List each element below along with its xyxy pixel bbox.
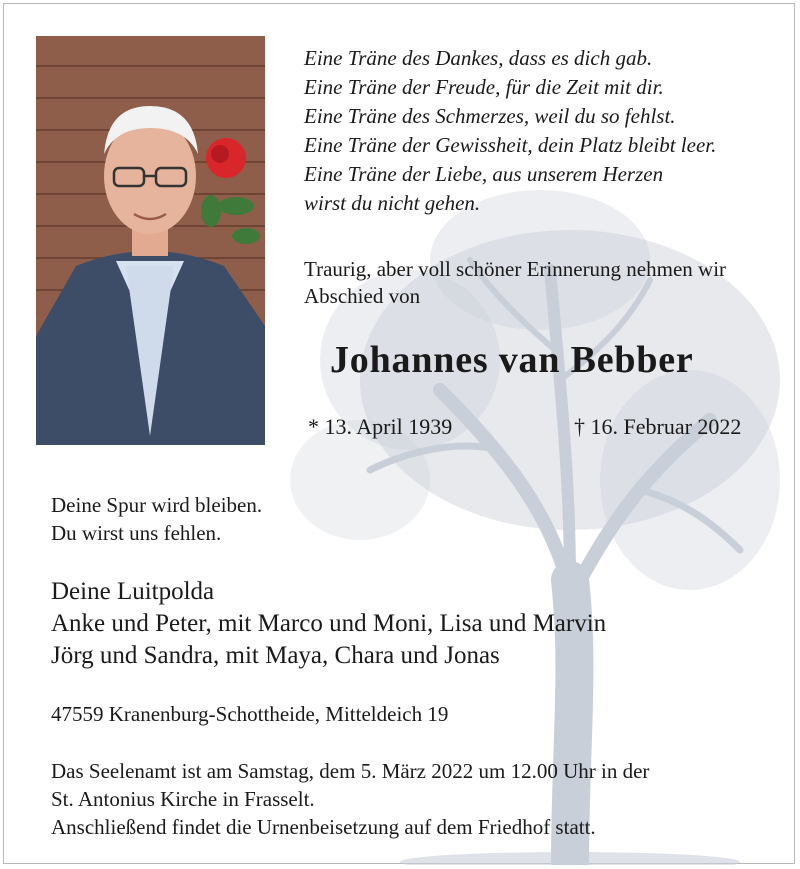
family-member: Jörg und Sandra, mit Maya, Chara und Jonas	[51, 642, 500, 669]
service-line: St. Antonius Kirche in Frasselt.	[51, 787, 315, 811]
birth-date: * 13. April 1939	[308, 414, 453, 439]
poem-line: Eine Träne des Dankes, dass es dich gab.	[304, 46, 653, 70]
closing-line: Du wirst uns fehlen.	[51, 521, 222, 545]
intro-text: Traurig, aber voll schöner Erinnerung nehmen wir Abschied von	[304, 257, 727, 308]
service-line: Anschließend findet die Urnenbeisetzung auf dem Friedhof statt.	[51, 815, 596, 839]
poem	[304, 44, 716, 218]
family-member: Deine Luitpolda	[51, 578, 215, 605]
poem-line: Eine Träne der Freude, für die Zeit mit dir.	[304, 75, 664, 99]
poem-line: wirst du nicht gehen.	[304, 191, 481, 215]
poem-line: Eine Träne der Liebe, aus unserem Herzen	[304, 162, 664, 186]
family-list	[51, 576, 606, 672]
portrait-photo	[36, 36, 265, 445]
closing-line: Deine Spur wird bleiben.	[51, 493, 263, 517]
family-member: Anke und Peter, mit Marco und Moni, Lisa und Marvin	[51, 610, 607, 637]
deceased-name: Johannes van Bebber	[330, 339, 694, 381]
closing-lines	[51, 491, 262, 547]
poem-line: Eine Träne des Schmerzes, weil du so fehlst.	[304, 104, 676, 128]
poem-line: Eine Träne der Gewissheit, dein Platz bleibt leer.	[304, 133, 717, 157]
service-info	[51, 757, 649, 841]
tree-canopy	[290, 190, 780, 590]
death-date: † 16. Februar 2022	[574, 414, 742, 439]
service-line: Das Seelenamt ist am Samstag, dem 5. März 2022 um 12.00 Uhr in der	[51, 759, 650, 783]
family-address: 47559 Kranenburg-Schottheide, Mitteldeich 19	[51, 702, 449, 726]
